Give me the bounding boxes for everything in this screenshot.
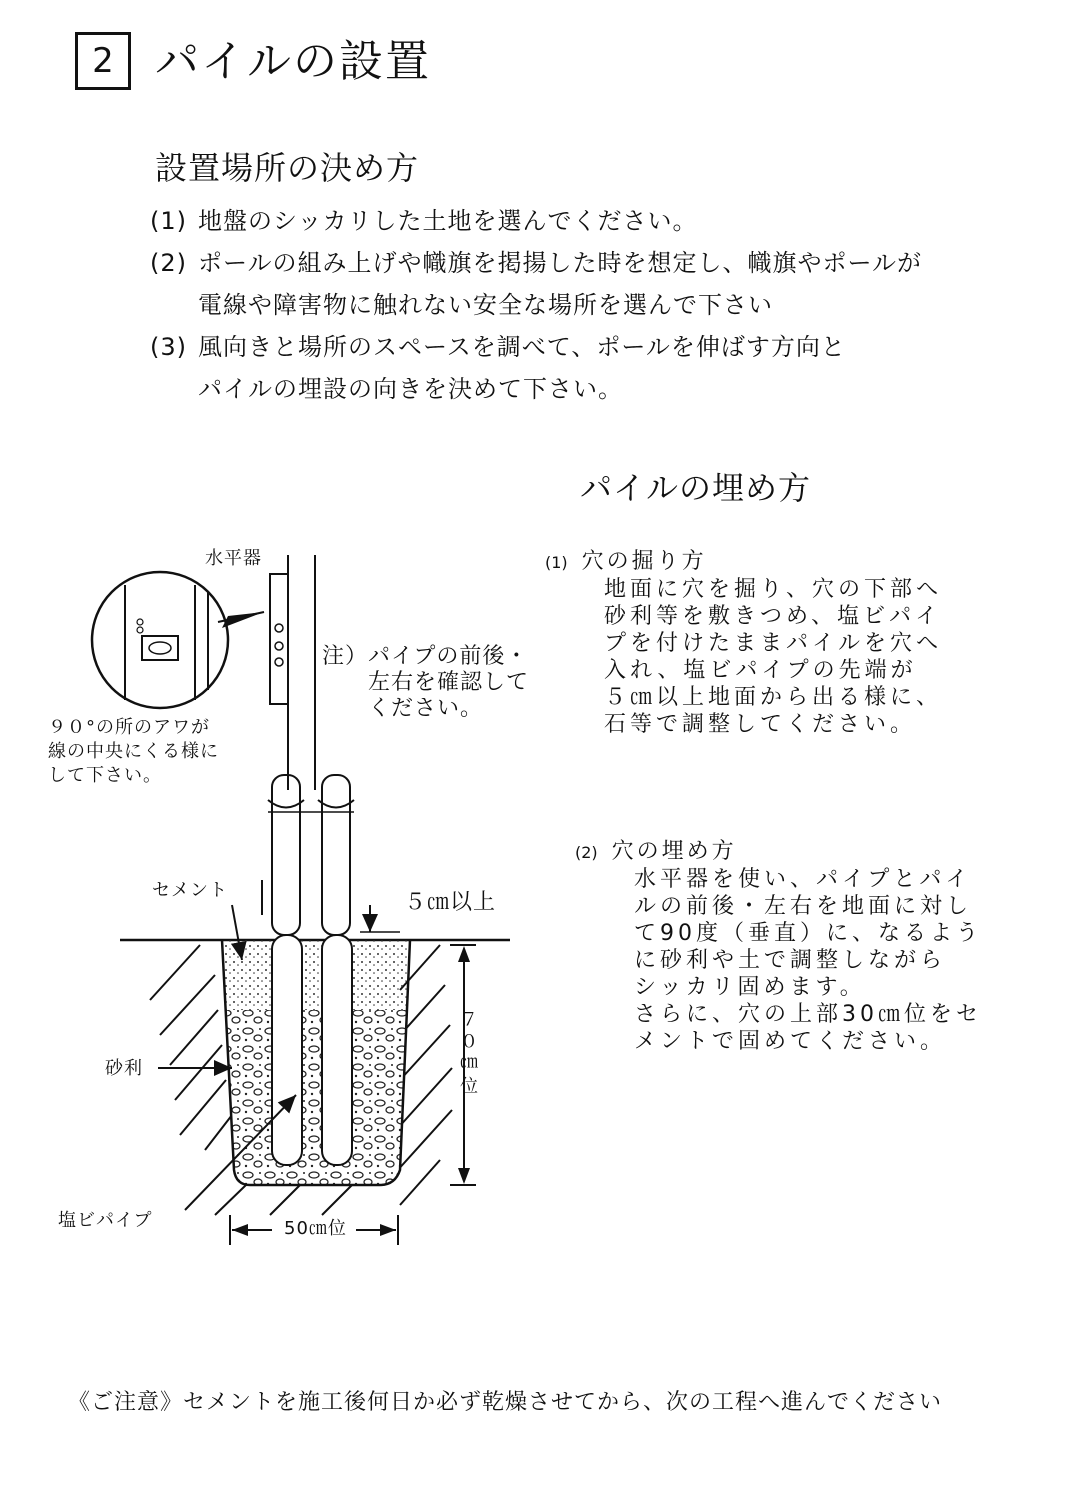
level-note-line: して下さい。	[48, 765, 162, 786]
depth-label: ７０㎝位	[457, 1010, 478, 1098]
item-text: ポールの組み上げや幟旗を掲揚した時を想定し、幟旗やポールが	[198, 249, 923, 277]
step2-line: て90度（垂直）に、なるよう	[634, 921, 982, 946]
width-label: 50㎝位	[284, 1218, 347, 1239]
pipe-note-line: パイプの前後・	[368, 644, 529, 669]
cement-label: セメント	[152, 880, 228, 901]
caution-note: 《ご注意》セメントを施工後何日か必ず乾燥させてから、次の工程へ進んでください	[68, 1390, 943, 1415]
pvc-pipe-left	[272, 935, 302, 1165]
step2-line: シッカリ固めます。	[634, 975, 866, 1000]
step2-number: (2)	[575, 843, 598, 862]
pipe-note-line: 左右を確認して	[368, 670, 530, 695]
placement-heading: 設置場所の決め方	[155, 149, 420, 187]
item-number: (3)	[150, 333, 187, 361]
item-text: 風向きと場所のスペースを調べて、ポールを伸ばす方向と	[198, 333, 846, 361]
pipe-note	[368, 644, 529, 722]
pvc-pipe-right	[322, 935, 352, 1165]
gravel-label: 砂利	[105, 1058, 143, 1079]
step1-line: 砂利等を敷きつめ、塩ビパイ	[604, 604, 942, 629]
pipe-note-line: ください。	[368, 696, 484, 721]
level-note-line: 線の中央にくる様に	[48, 741, 219, 762]
step1-line: プを付けたままパイルを穴へ	[604, 631, 943, 656]
item-number: (1)	[150, 207, 187, 235]
burying-heading: パイルの埋め方	[580, 469, 812, 507]
step2-line: に砂利や土で調整しながら	[634, 948, 947, 973]
item-text-continued: 電線や障害物に触れない安全な場所を選んで下さい	[198, 291, 773, 319]
step1-line: 入れ、塩ビパイプの先端が	[604, 658, 917, 683]
gravel-fill	[226, 1010, 406, 1185]
pvc-pipe-label: 塩ビパイプ	[58, 1210, 153, 1231]
level-note-line: ９０°の所のアワが	[48, 717, 210, 738]
step2-line: さらに、穴の上部30㎝位をセ	[634, 1002, 982, 1027]
item-number: (2)	[150, 249, 187, 277]
level-note	[48, 716, 219, 788]
step2-line: 水平器を使い、パイプとパイ	[634, 867, 972, 892]
pile-right	[322, 775, 350, 935]
level-tool	[270, 574, 288, 704]
level-label: 水平器	[205, 548, 262, 569]
above-ground-label: ５㎝以上	[404, 890, 497, 915]
step1-line: 石等で調整してください。	[604, 712, 917, 737]
step2-line: メントで固めてください。	[634, 1029, 947, 1054]
step1-number: (1)	[545, 553, 568, 572]
section-number: 2	[75, 32, 131, 90]
pile-left	[272, 775, 300, 935]
step1-line: 地面に穴を掘り、穴の下部へ	[604, 577, 943, 602]
page-title: パイルの設置	[155, 36, 431, 87]
step2-title: 穴の埋め方	[611, 839, 737, 864]
step1-line: ５㎝以上地面から出る様に、	[604, 685, 943, 710]
item-text-continued: パイルの埋設の向きを決めて下さい。	[198, 375, 623, 403]
step2-line: ルの前後・左右を地面に対し	[634, 894, 973, 919]
pipe-note-prefix: 注）	[322, 644, 369, 669]
step1-title: 穴の掘り方	[581, 549, 707, 574]
item-text: 地盤のシッカリした土地を選んでください。	[198, 207, 698, 235]
